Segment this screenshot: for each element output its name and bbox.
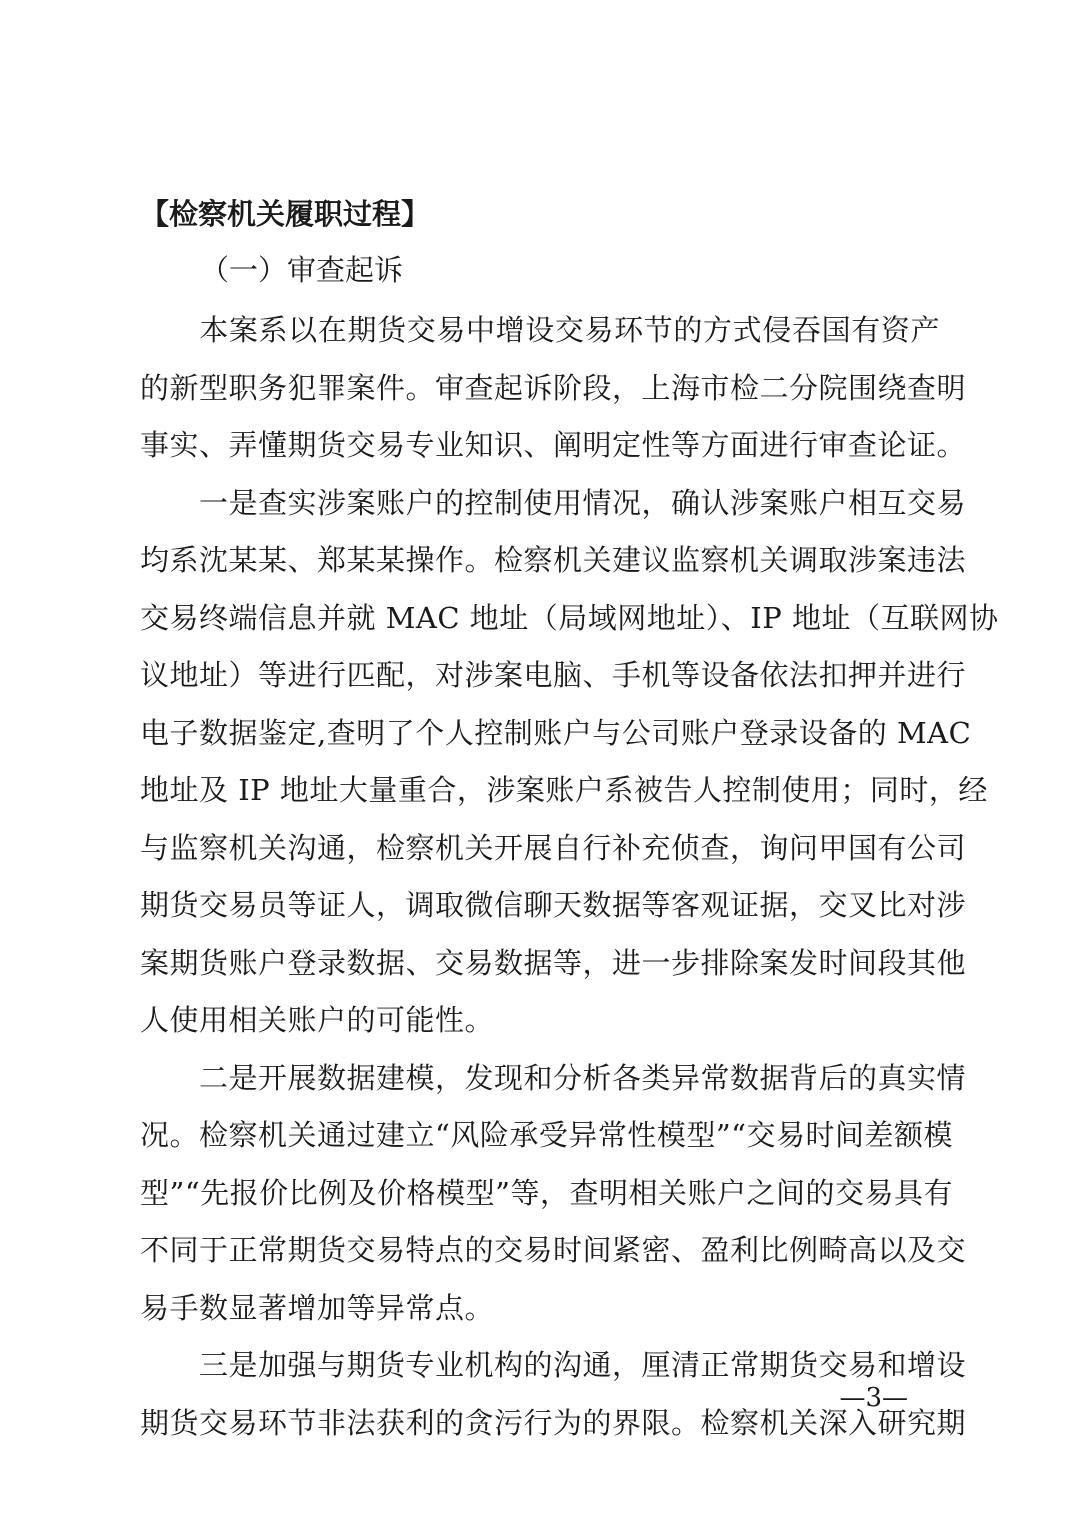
subsection-heading: （一）审查起诉 bbox=[200, 253, 404, 287]
text-line: 二是开展数据建模，发现和分析各类异常数据背后的真实情 bbox=[140, 1060, 967, 1095]
text-line: 三是加强与期货专业机构的沟通，厘清正常期货交易和增设 bbox=[140, 1348, 967, 1382]
text-line: 与监察机关沟通，检察机关开展自行补充侦查，询问甲国有公司 bbox=[140, 830, 967, 865]
text-line: 一是查实涉案账户的控制使用情况，确认涉案账户相互交易 bbox=[140, 485, 967, 520]
text-line: 均系沈某某、郑某某操作。检察机关建议监察机关调取涉案违法 bbox=[140, 543, 967, 577]
text-line: 事实、弄懂期货交易专业知识、阐明定性等方面进行审查论证。 bbox=[140, 428, 967, 462]
text-line: 交易终端信息并就 MAC 地址（局域网地址）、IP 地址（互联网协 bbox=[140, 600, 999, 635]
text-line: 不同于正常期货交易特点的交易时间紧密、盈利比例畸高以及交 bbox=[140, 1233, 967, 1267]
text-line: 期货交易环节非法获利的贪污行为的界限。检察机关深入研究期 bbox=[140, 1405, 967, 1440]
text-line: 案期货账户登录数据、交易数据等，进一步排除案发时间段其他 bbox=[140, 945, 967, 980]
text-line: 电子数据鉴定,查明了个人控制账户与公司账户登录设备的 MAC bbox=[140, 715, 972, 750]
text-line: 易手数显著增加等异常点。 bbox=[140, 1290, 495, 1325]
text-line: 本案系以在期货交易中增设交易环节的方式侵吞国有资产 bbox=[140, 313, 940, 347]
section-heading: 【检察机关履职过程】 bbox=[140, 197, 431, 231]
text-line: 的新型职务犯罪案件。审查起诉阶段，上海市检二分院围绕查明 bbox=[140, 370, 967, 405]
page-number: —3— bbox=[839, 1383, 908, 1413]
text-line: 议地址）等进行匹配，对涉案电脑、手机等设备依法扣押并进行 bbox=[140, 658, 967, 692]
text-line: 期货交易员等证人，调取微信聊天数据等客观证据，交叉比对涉 bbox=[140, 888, 967, 922]
text-line: 型”“先报价比例及价格模型”等，查明相关账户之间的交易具有 bbox=[140, 1175, 953, 1210]
text-line: 地址及 IP 地址大量重合，涉案账户系被告人控制使用；同时，经 bbox=[140, 773, 988, 807]
text-line: 况。检察机关通过建立“风险承受异常性模型”“交易时间差额模 bbox=[140, 1118, 953, 1152]
text-line: 人使用相关账户的可能性。 bbox=[140, 1003, 495, 1037]
body-text bbox=[140, 302, 999, 1452]
